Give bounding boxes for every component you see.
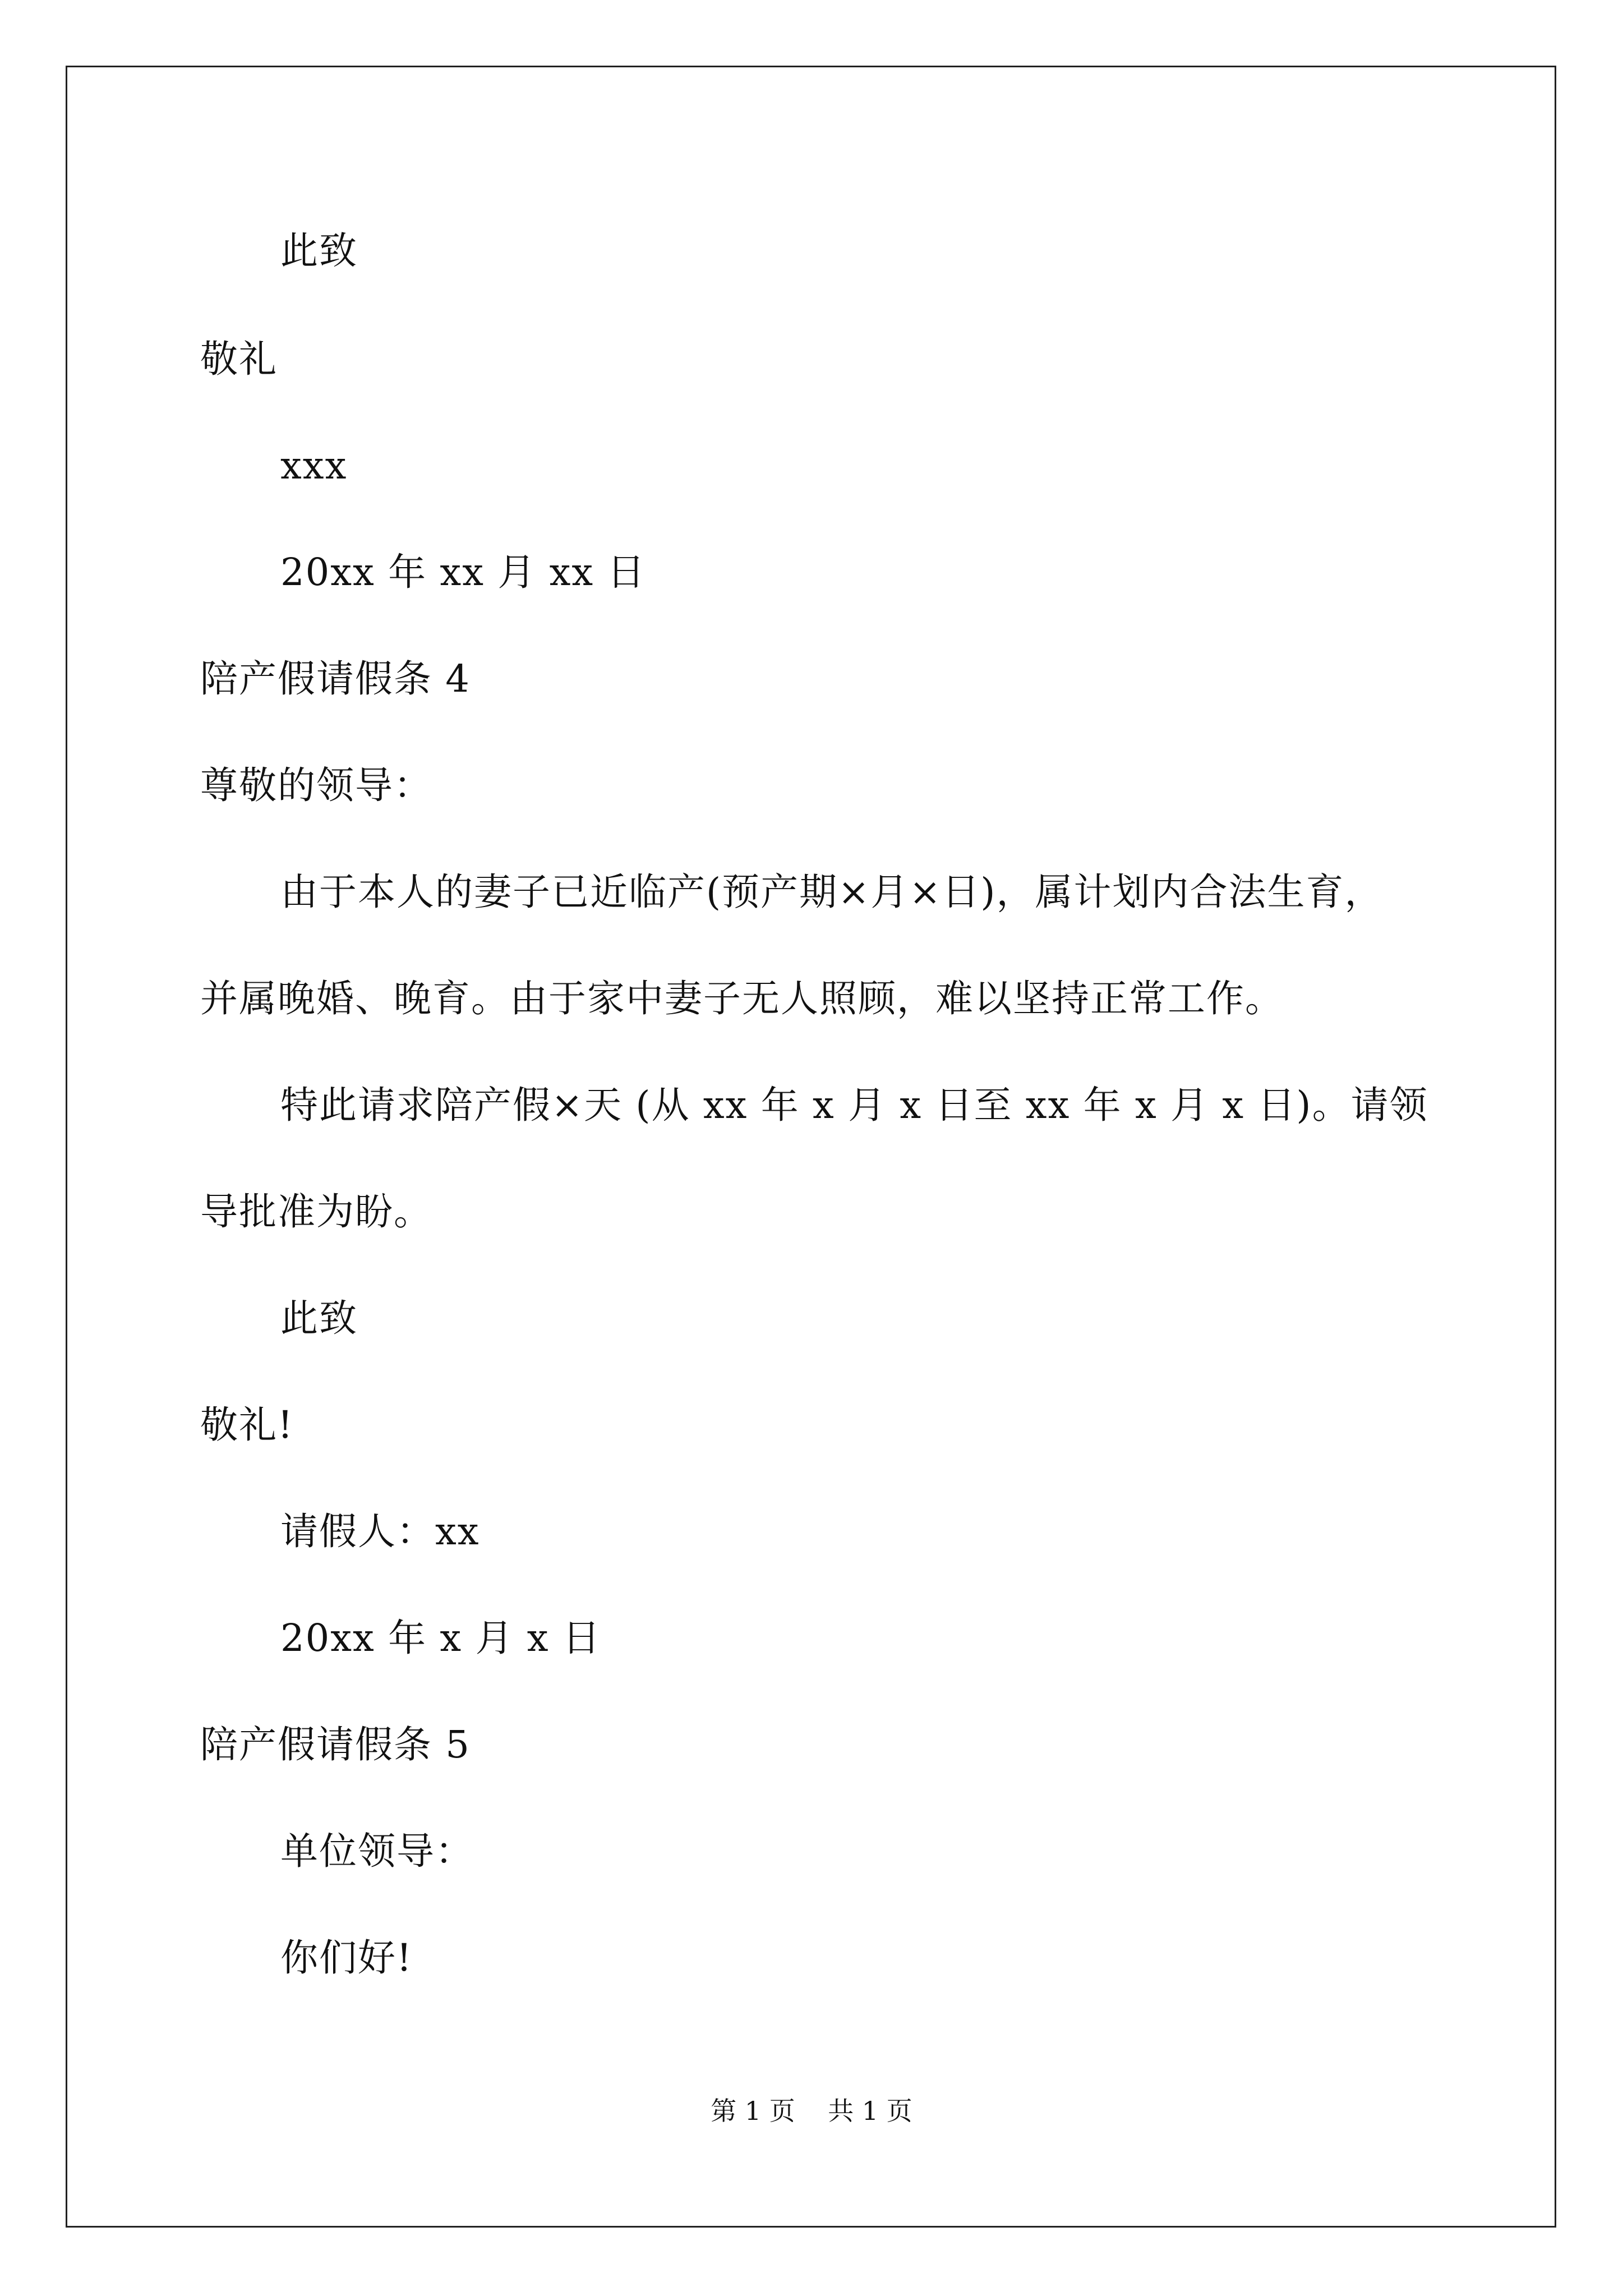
body-paragraph-line: 导批准为盼。 [200, 1190, 432, 1234]
closing-salutation: 此致 [280, 229, 358, 273]
closing-salutation: 此致 [280, 1296, 358, 1340]
closing-respect: 敬礼! [200, 1403, 294, 1447]
greeting-hello: 你们好! [280, 1936, 413, 1980]
signature-date: 20xx 年 x 月 x 日 [280, 1616, 601, 1660]
signature-date: 20xx 年 xx 月 xx 日 [280, 550, 646, 594]
page-footer: 第 1 页 共 1 页 [711, 2096, 912, 2126]
signature-name: xxx [280, 444, 348, 487]
greeting: 尊敬的领导： [200, 763, 432, 807]
body-paragraph-line: 并属晚婚、晚育。由于家中妻子无人照顾，难以坚持正常工作。 [200, 977, 1284, 1020]
body-paragraph-line: 特此请求陪产假×天 (从 xx 年 x 月 x 日至 xx 年 x 月 x 日)。请领 [280, 1083, 1428, 1127]
body-paragraph-line: 由于本人的妻子已近临产(预产期×月×日)，属计划内合法生育， [280, 870, 1384, 914]
closing-respect: 敬礼 [200, 337, 278, 381]
greeting: 单位领导： [280, 1829, 474, 1873]
page-border [66, 66, 1556, 2228]
signature-name: 请假人：xx [280, 1510, 480, 1553]
section-title-5: 陪产假请假条 5 [200, 1723, 471, 1766]
section-title-4: 陪产假请假条 4 [200, 657, 471, 701]
